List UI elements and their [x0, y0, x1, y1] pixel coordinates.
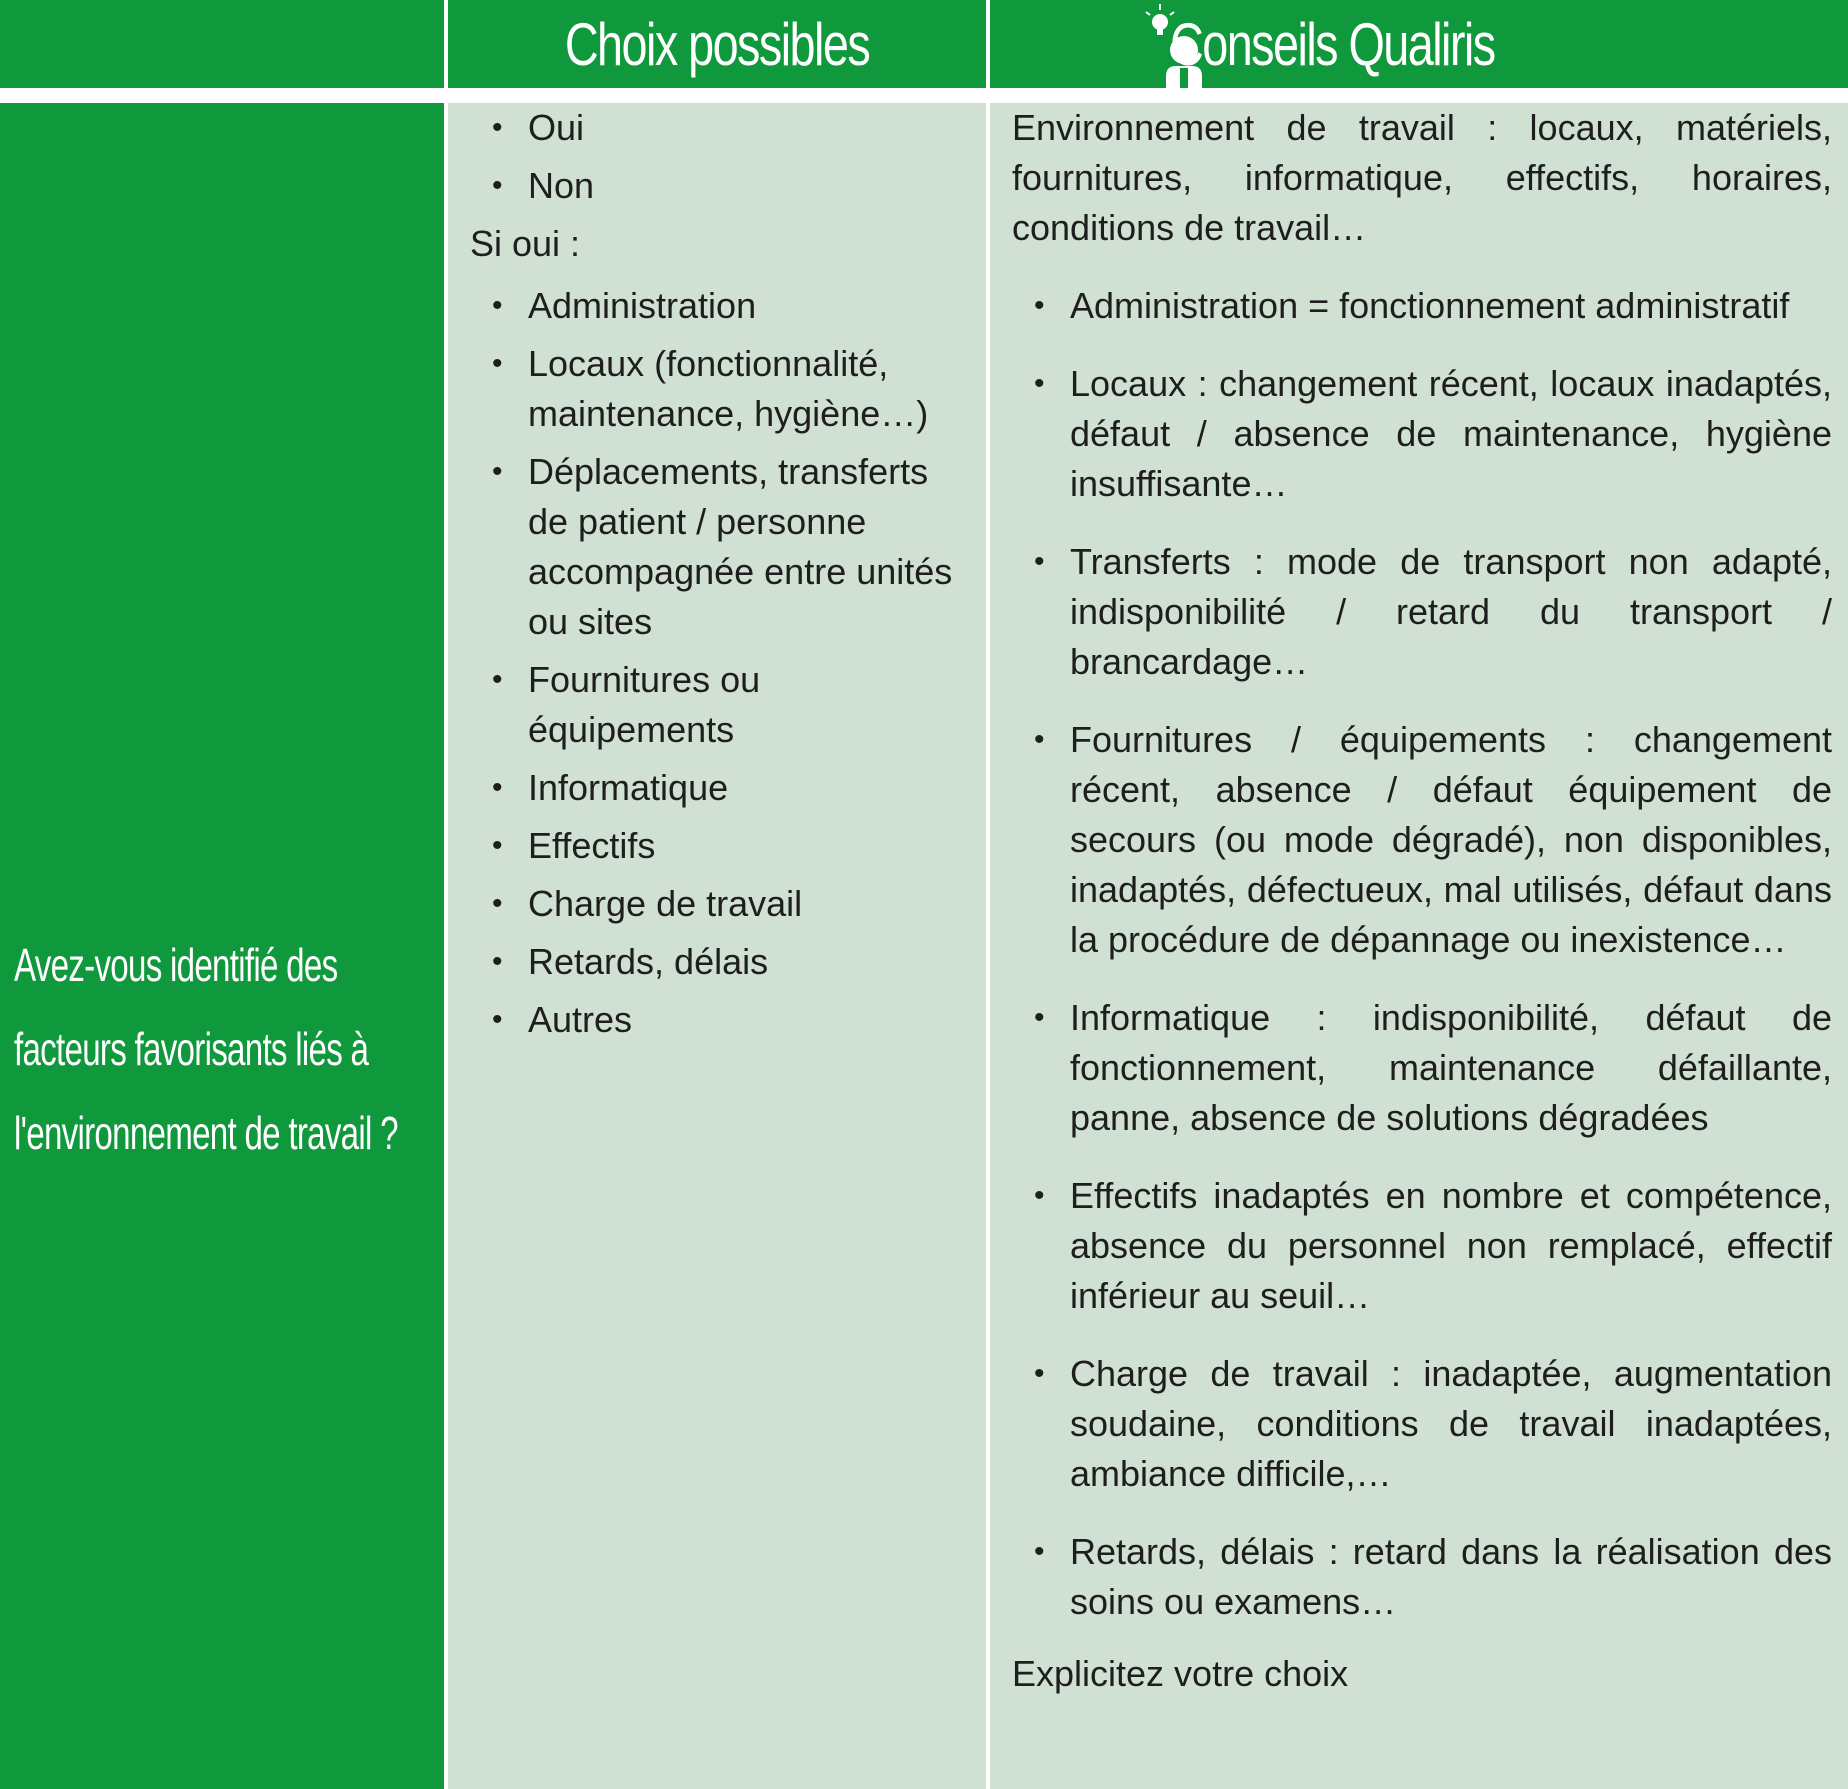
advice-item: • Fournitures / équipements : changement récent, absence / défaut équipement de secours (ou mode dégradé), non disponibles, inadaptés, défectueux, mal utilisés, défaut dans la procédure de dépannage ou inexistence… [1012, 715, 1832, 965]
advice-content [1012, 103, 1832, 1699]
advice-item: • Transferts : mode de transport non adapté, indisponibilité / retard du transport / brancardage… [1012, 537, 1832, 687]
question-text: Avez-vous identifié des facteurs favorisants liés à l'environnement de travail ? [14, 939, 398, 1159]
choices-cell [448, 103, 986, 1789]
choice-item: • Non [470, 161, 970, 211]
choice-item: • Charge de travail [470, 879, 970, 929]
advice-title: Conseils Qualiris [1170, 11, 1495, 78]
choice-item: • Oui [470, 103, 970, 153]
advice-list [1012, 281, 1832, 1627]
advice-item: • Administration = fonctionnement administratif [1012, 281, 1832, 331]
column-divider [444, 0, 448, 1789]
choice-item: • Fournitures ou équipements [470, 655, 970, 755]
header-advice-cell [990, 0, 1848, 88]
choice-item: • Autres [470, 995, 970, 1045]
advice-outro: Explicitez votre choix [1012, 1653, 1349, 1694]
column-divider [986, 0, 990, 1789]
header-blank-cell [0, 0, 444, 88]
advice-item: • Locaux : changement récent, locaux inadaptés, défaut / absence de maintenance, hygiène insuffisante… [1012, 359, 1832, 509]
choice-item: • Administration [470, 281, 970, 331]
choice-item: • Informatique [470, 763, 970, 813]
advice-item: • Charge de travail : inadaptée, augmentation soudaine, conditions de travail inadaptées, ambiance difficile,… [1012, 1349, 1832, 1499]
choices-list-container [470, 103, 970, 1053]
header-choices-cell [448, 0, 986, 88]
choice-item: • Retards, délais [470, 937, 970, 987]
primary-choices-list [470, 103, 970, 211]
question-cell [0, 103, 444, 1789]
advice-item: • Informatique : indisponibilité, défaut de fonctionnement, maintenance défaillante, panne, absence de solutions dégradées [1012, 993, 1832, 1143]
advice-cell [990, 103, 1848, 1789]
choices-title: Choix possibles [564, 11, 870, 78]
advice-intro: Environnement de travail : locaux, matériels, fournitures, informatique, effectifs, horaires, conditions de travail… [1012, 107, 1832, 248]
choice-item: • Déplacements, transferts de patient / personne accompagnée entre unités ou sites [470, 447, 970, 647]
header-divider [0, 88, 1848, 103]
advice-item: • Effectifs inadaptés en nombre et compétence, absence du personnel non remplacé, effectif inférieur au seuil… [1012, 1171, 1832, 1321]
choice-item: • Effectifs [470, 821, 970, 871]
advice-item: • Retards, délais : retard dans la réalisation des soins ou examens… [1012, 1527, 1832, 1627]
sub-choices-list [470, 281, 970, 1045]
choice-item: • Locaux (fonctionnalité, maintenance, hygiène…) [470, 339, 970, 439]
if-yes-label: Si oui : [470, 223, 581, 264]
